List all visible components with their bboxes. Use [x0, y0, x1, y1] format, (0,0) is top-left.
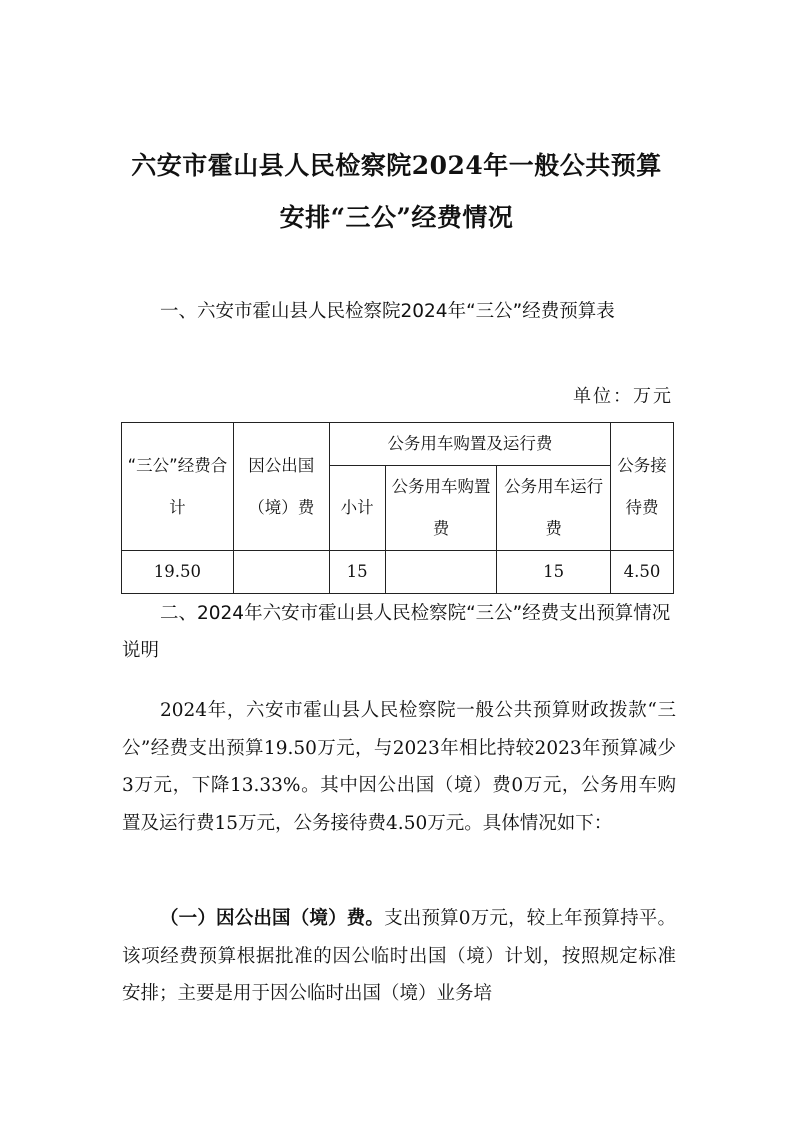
header-reception: 公务接待费	[611, 423, 674, 551]
section2-heading: 二、2024年六安市霍山县人民检察院“三公”经费支出预算情况说明	[122, 603, 671, 661]
paragraph-abroad-body: 支出预算0万元，较上年预算持平。该项经费预算根据批准的因公临时出国（境）计划，按照规定标准安排；主要是用于因公临时出国（境）业务培	[122, 908, 676, 1004]
paragraph-abroad-lead: （一）因公出国（境）费。	[160, 908, 385, 929]
document-title-line2: 安排“三公”经费情况	[279, 203, 514, 232]
budget-table	[121, 422, 674, 594]
unit-label: 单位：万元	[573, 386, 673, 407]
cell-abroad	[233, 551, 329, 594]
cell-vehicle-operation: 15	[497, 551, 611, 594]
cell-vehicle-subtotal: 15	[329, 551, 385, 594]
document-title-line1: 六安市霍山县人民检察院2024年一般公共预算	[131, 151, 662, 180]
paragraph-abroad	[122, 900, 676, 1013]
cell-vehicle-purchase	[385, 551, 497, 594]
cell-total: 19.50	[122, 551, 234, 594]
header-vehicle-subtotal: 小计	[329, 466, 385, 551]
header-total: “三公”经费合计	[122, 423, 234, 551]
header-vehicle-group: 公务用车购置及运行费	[329, 423, 610, 466]
header-vehicle-operation: 公务用车运行费	[497, 466, 611, 551]
header-abroad: 因公出国（境）费	[233, 423, 329, 551]
header-vehicle-purchase: 公务用车购置费	[385, 466, 497, 551]
paragraph-summary: 2024年，六安市霍山县人民检察院一般公共预算财政拨款“三公”经费支出预算19.50万元，与2023年相比持较2023年预算减少3万元，下降13.33%。其中因公出国（境）费0万元，公务用车购置及运行费15万元，公务接待费4.50万元。具体情况如下：	[122, 700, 676, 834]
section1-heading: 一、六安市霍山县人民检察院2024年“三公”经费预算表	[160, 301, 615, 322]
cell-reception: 4.50	[611, 551, 674, 594]
